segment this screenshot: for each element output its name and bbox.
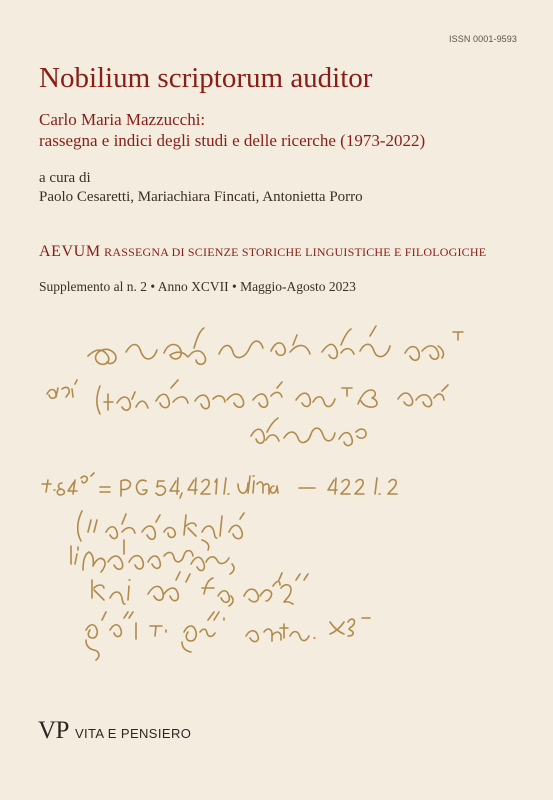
journal-title-line	[39, 244, 486, 261]
publisher-logo: VP	[38, 717, 69, 744]
publisher-name: VITA E PENSIERO	[74, 725, 192, 741]
issue-details: Supplemento al n. 2 • Anno XCVII • Maggio-Agosto 2023	[39, 279, 356, 294]
cover-title: Nobilium scriptorum auditor	[39, 62, 373, 94]
issn-label: ISSN 0001-9593	[449, 34, 517, 44]
curators-block	[39, 169, 363, 207]
subtitle-line-1: Carlo Maria Mazzucchi:	[39, 110, 206, 129]
handwritten-manuscript-image	[28, 318, 528, 703]
journal-description: RASSEGNA DI SCIENZE STORICHE LINGUISTICHE E FILOLOGICHE	[104, 245, 487, 259]
subtitle-line-2: rassegna e indici degli studi e delle ricerche (1973-2022)	[39, 131, 426, 150]
curators-names: Paolo Cesaretti, Mariachiara Fincati, Antonietta Porro	[39, 189, 363, 205]
publisher-brand	[38, 718, 191, 744]
journal-name: AEVUM	[39, 243, 101, 260]
curators-label: a cura di	[39, 170, 91, 186]
cover-subtitle	[39, 109, 425, 151]
